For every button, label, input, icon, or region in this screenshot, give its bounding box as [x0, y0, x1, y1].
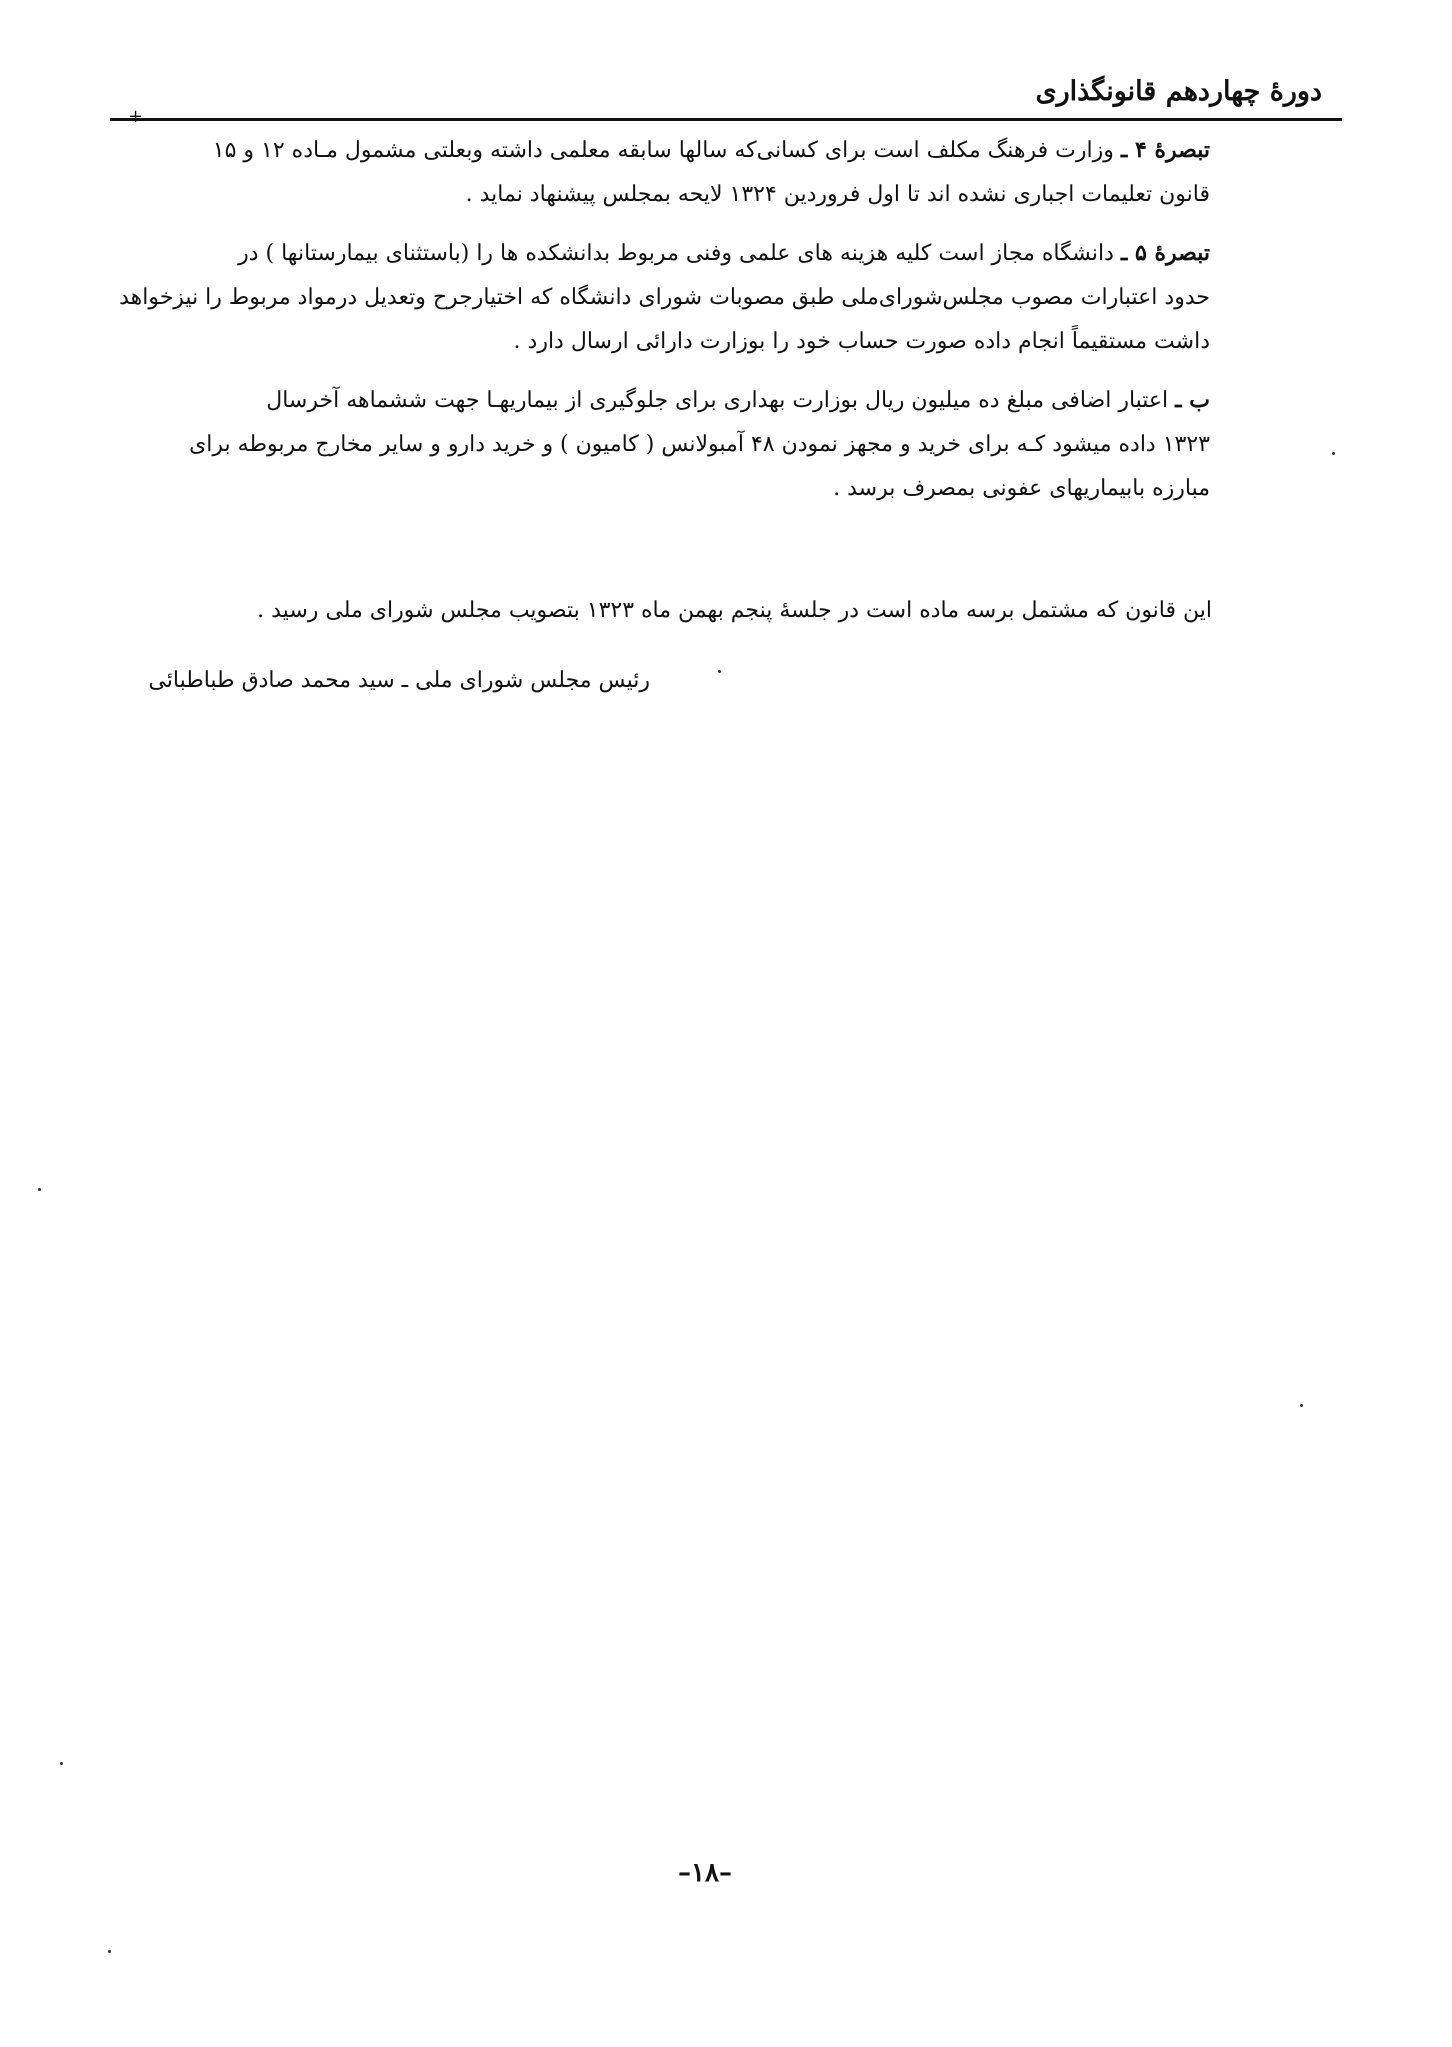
line-text: اعتبار اضافی مبلغ ده میلیون ریال بوزارت بهداری برای جلوگیری از بیماریهـا جهت ششماهه آخرسال — [266, 388, 1169, 413]
paragraph-heading: تبصرهٔ ۵ ـ — [1120, 240, 1210, 266]
document-body — [84, 128, 1210, 525]
closing-statement: این قانون که مشتمل برسه ماده است در جلسهٔ پنجم بهمن ماه ۱۳۲۳ بتصویب مجلس شورای ملی رسید . — [257, 598, 1212, 623]
paragraph-heading: تبصرهٔ ۴ ـ — [1120, 137, 1210, 163]
text-line: حدود اعتبارات مصوب مجلس‌شورای‌ملی طبق مصوبات شورای دانشگاه که اختیارجرح وتعدیل درمواد مربوط را نیزخواهد — [119, 285, 1210, 310]
header-rule — [110, 118, 1342, 121]
line-text: وزارت فرهنگ مکلف است برای کسانی‌که سالها سابقه معلمی داشته وبعلتی مشمول مـاده ۱۲ و ۱۵ — [212, 138, 1114, 163]
scan-speck — [108, 1950, 111, 1953]
scan-speck — [1300, 1404, 1303, 1407]
text-line: ۱۳۲۳ داده میشود کـه برای خرید و مجهز نمودن ۴۸ آمبولانس ( کامیون ) و خرید دارو و سایر مخارج مربوطه برای — [189, 432, 1210, 457]
line-text: دانشگاه مجاز است کلیه هزینه های علمی وفنی مربوط بدانشکده ها را (باستثنای بیمارستانها ) در — [238, 241, 1114, 266]
header-mark: + — [128, 106, 144, 127]
scan-speck — [60, 1762, 63, 1765]
paragraph-note-5 — [84, 231, 1210, 364]
text-line: داشت مستقیماً انجام داده صورت حساب خود را بوزارت دارائی ارسال دارد . — [513, 329, 1210, 354]
header-title: دورهٔ چهاردهم قانونگذاری — [1035, 76, 1322, 107]
paragraph-note-4 — [84, 128, 1210, 217]
page-number: –۱۸– — [678, 1858, 732, 1888]
page-header — [110, 70, 1342, 127]
text-line — [84, 378, 1210, 423]
text-line: مبارزه بابیماریهای عفونی بمصرف برسد . — [833, 476, 1210, 501]
paragraph-heading: ب ـ — [1175, 387, 1210, 413]
scan-speck — [38, 1188, 41, 1191]
scan-speck — [1332, 452, 1335, 455]
signature-line: رئیس مجلس شورای ملی ـ سید محمد صادق طباطبائی — [148, 668, 650, 693]
paragraph-b — [84, 378, 1210, 511]
text-line — [84, 128, 1210, 173]
text-line — [84, 231, 1210, 276]
scan-speck — [718, 670, 721, 673]
text-line: قانون تعلیمات اجباری نشده اند تا اول فروردین ۱۳۲۴ لایحه بمجلس پیشنهاد نماید . — [465, 182, 1210, 207]
